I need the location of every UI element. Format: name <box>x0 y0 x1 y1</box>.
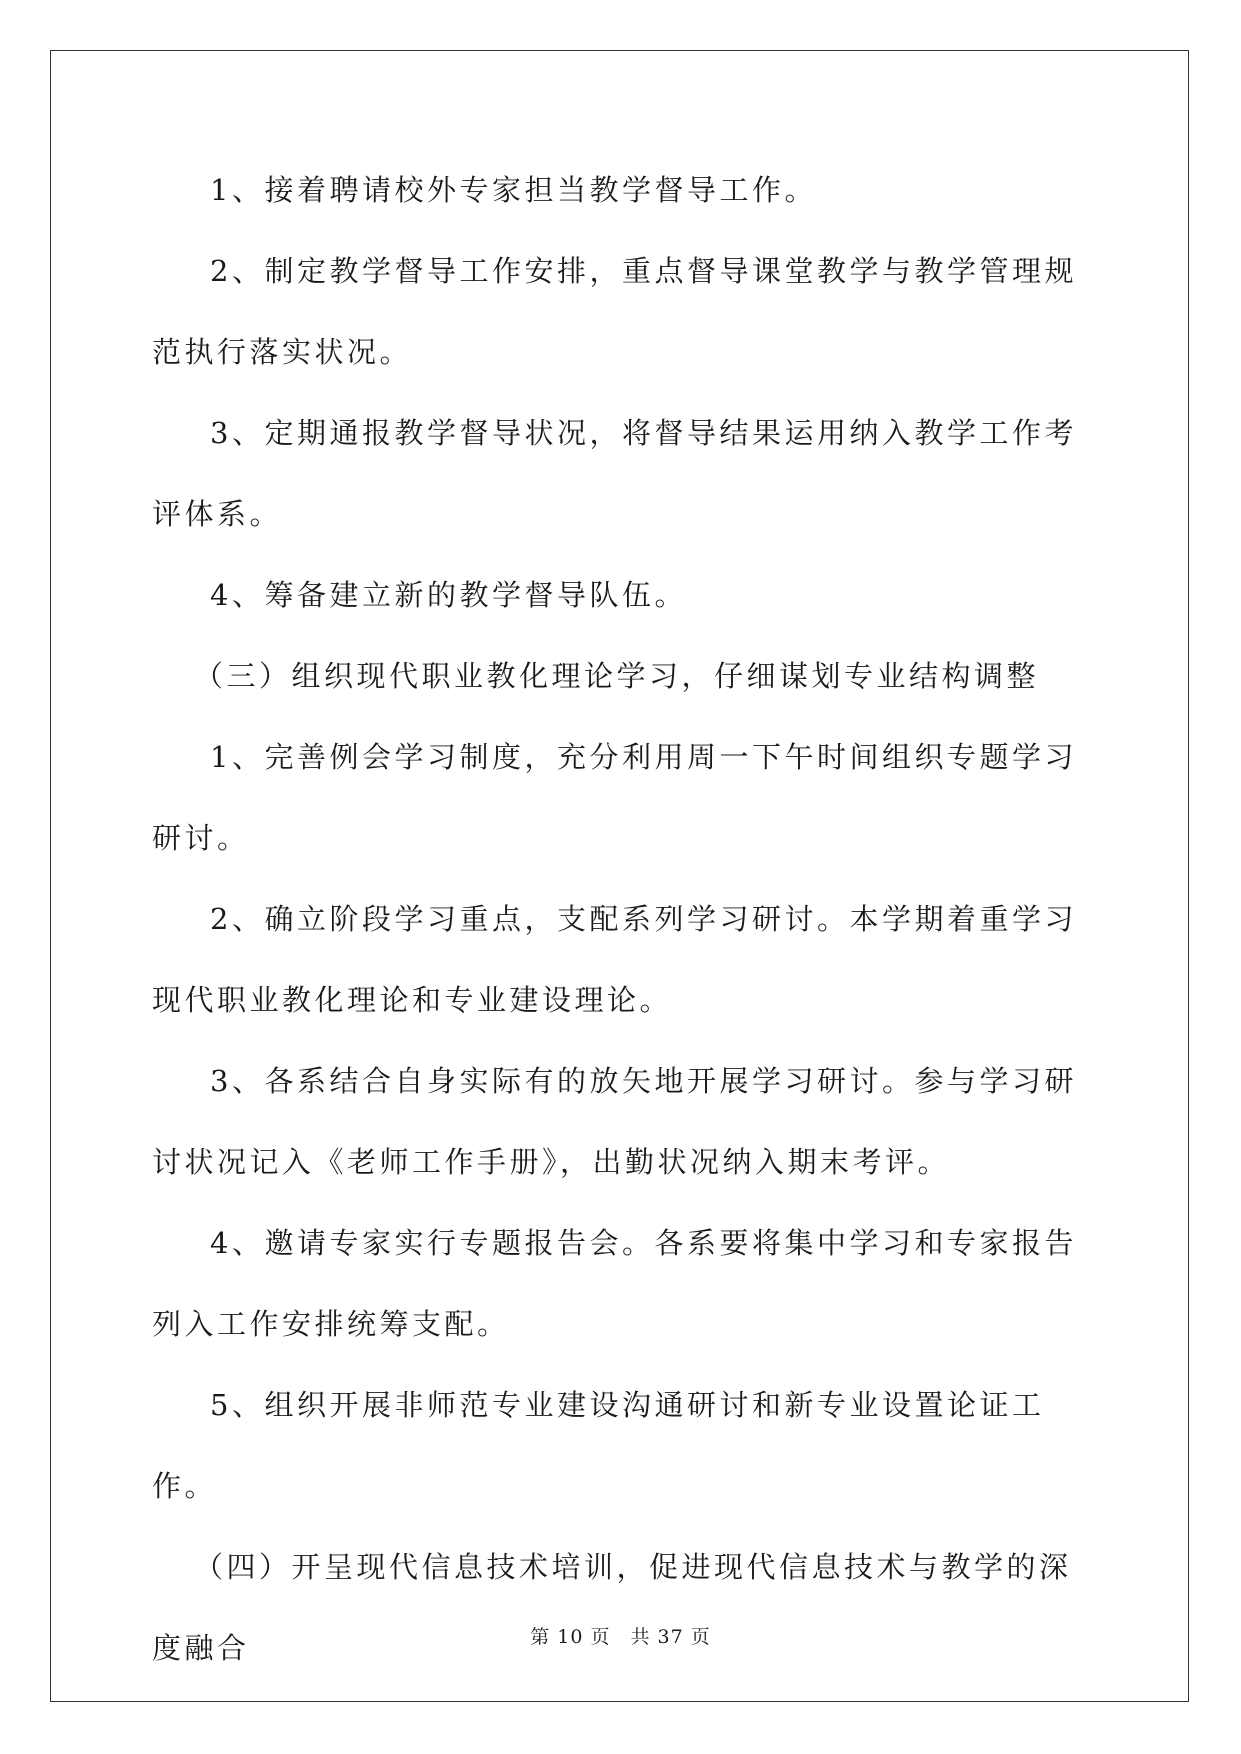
paragraph-item-5: 1、完善例会学习制度，充分利用周一下午时间组织专题学习研讨。 <box>152 740 1077 855</box>
section-heading-3: （三）组织现代职业教化理论学习，仔细谋划专业结构调整 <box>194 659 1040 693</box>
paragraph-item-7: 3、各系结合自身实际有的放矢地开展学习研讨。参与学习研讨状况记入《老师工作手册》，出勤状况纳入期末考评。 <box>152 1064 1077 1179</box>
document-body <box>152 150 1092 1689</box>
paragraph-item-4: 4、筹备建立新的教学督导队伍。 <box>210 578 687 612</box>
section-heading-4: （四）开呈现代信息技术培训，促进现代信息技术与教学的深度融合 <box>152 1550 1072 1665</box>
paragraph-item-9: 5、组织开展非师范专业建设沟通研讨和新专业设置论证工作。 <box>152 1388 1045 1503</box>
paragraph-item-1: 1、接着聘请校外专家担当教学督导工作。 <box>210 173 817 207</box>
paragraph-item-6: 2、确立阶段学习重点，支配系列学习研讨。本学期着重学习现代职业教化理论和专业建设理论。 <box>152 902 1077 1017</box>
page-number-footer: 第 10 页 共 37 页 <box>530 1626 711 1648</box>
paragraph-item-2: 2、制定教学督导工作安排，重点督导课堂教学与教学管理规范执行落实状况。 <box>152 254 1077 369</box>
paragraph-item-8: 4、邀请专家实行专题报告会。各系要将集中学习和专家报告列入工作安排统筹支配。 <box>152 1226 1077 1341</box>
paragraph-item-3: 3、定期通报教学督导状况，将督导结果运用纳入教学工作考评体系。 <box>152 416 1077 531</box>
